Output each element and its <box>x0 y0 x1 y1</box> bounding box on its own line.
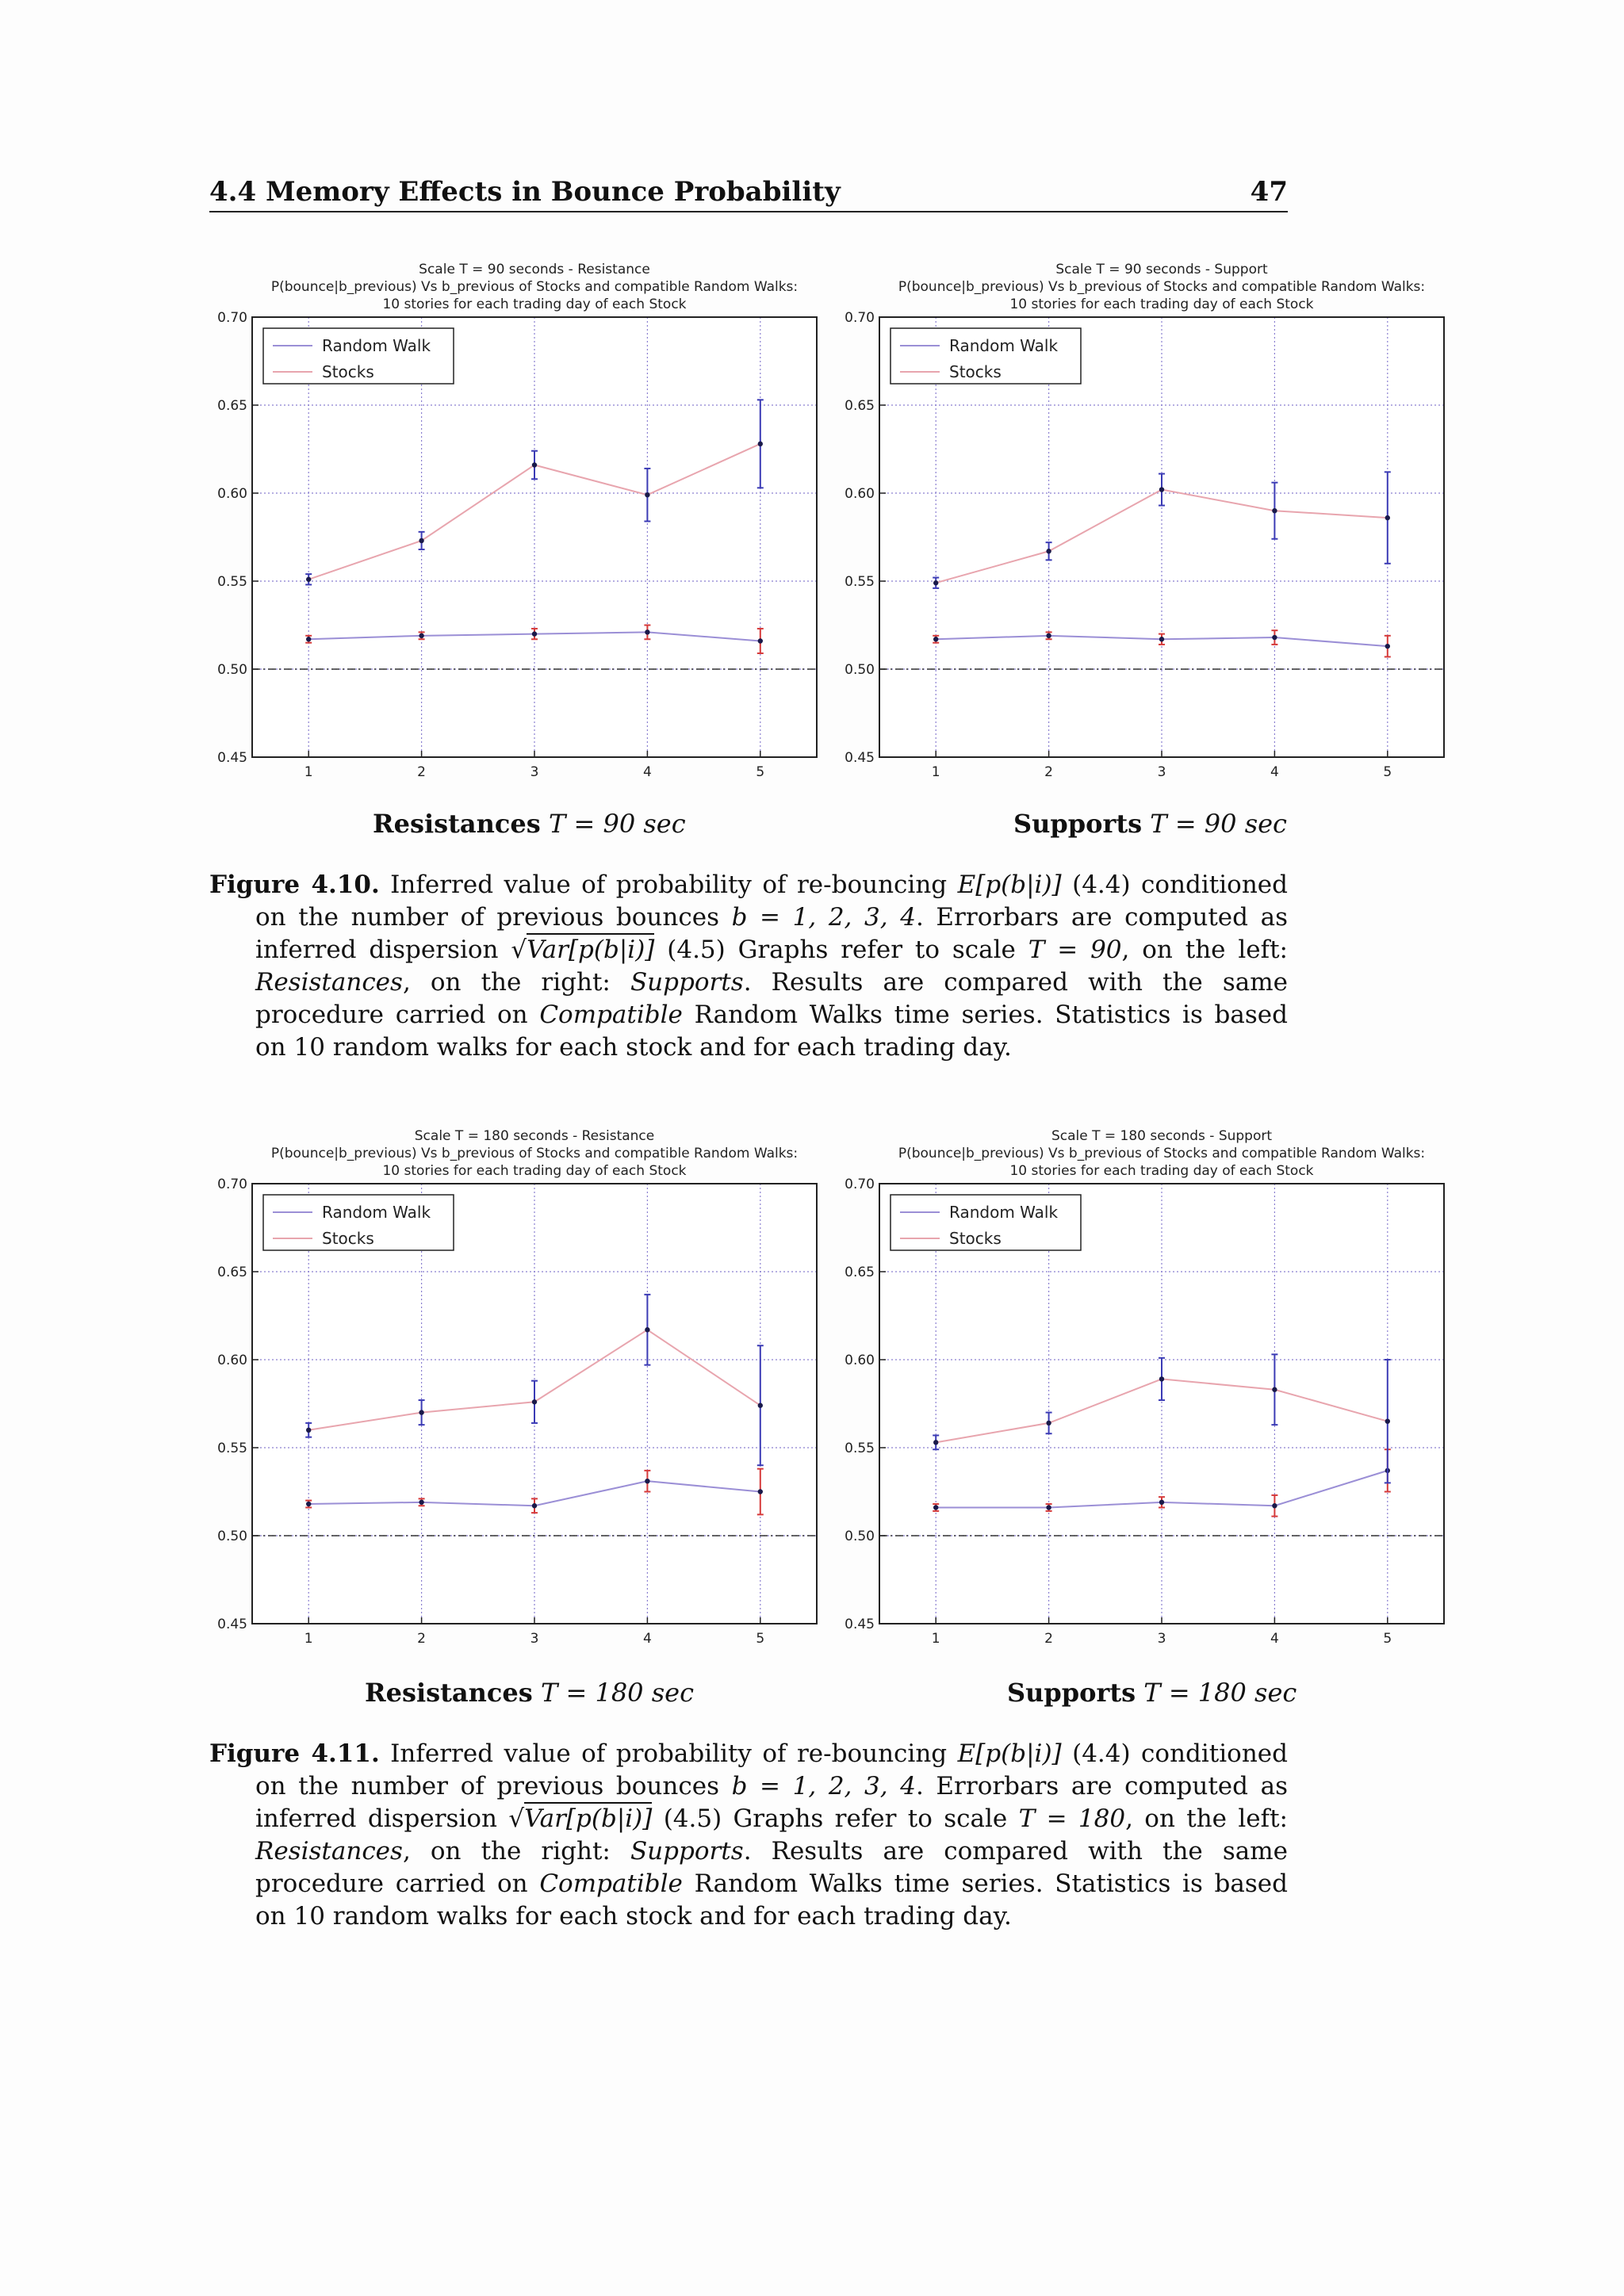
y-tick-label: 0.45 <box>217 750 247 766</box>
chart-title-line: Scale T = 90 seconds - Support <box>1055 262 1268 277</box>
legend-label: Stocks <box>949 362 1002 381</box>
figure-label: Figure 4.10. <box>209 871 380 899</box>
data-point <box>645 492 649 497</box>
figure-label: Figure 4.11. <box>209 1739 380 1768</box>
data-point <box>933 1440 938 1445</box>
y-tick-label: 0.70 <box>845 1177 875 1192</box>
y-tick-label: 0.60 <box>217 1353 247 1368</box>
x-tick-label: 3 <box>530 1631 539 1647</box>
data-point <box>306 1428 311 1433</box>
running-header <box>209 173 1288 212</box>
chart-title-line: 10 stories for each trading day of each Stock <box>1009 1163 1314 1179</box>
legend-label: Random Walk <box>949 1203 1059 1222</box>
chart-title-line: 10 stories for each trading day of each Stock <box>1009 297 1314 312</box>
chart-resistance-90 <box>190 258 833 789</box>
subcaption-resistances-180: Resistances T = 180 sec <box>365 1678 694 1708</box>
data-point <box>419 1410 423 1414</box>
x-tick-label: 1 <box>304 764 313 780</box>
data-point <box>933 580 938 585</box>
legend-label: Random Walk <box>949 336 1059 355</box>
subcaption-supports-90: Supports T = 90 sec <box>1013 809 1287 839</box>
data-point <box>758 442 763 446</box>
data-point <box>758 1489 763 1494</box>
data-point <box>1046 633 1051 638</box>
page-number: 47 <box>1250 176 1288 208</box>
chart-support-90 <box>818 258 1460 789</box>
y-tick-label: 0.55 <box>217 574 247 590</box>
data-point <box>532 462 537 467</box>
data-point <box>419 538 423 543</box>
chart-title-line: P(bounce|b_previous) Vs b_previous of Stocks and compatible Random Walks: <box>270 279 799 295</box>
figure-caption-4-10: Figure 4.10. Inferred value of probability of re-bouncing E[p(b|i)] (4.4) conditioned on the number of previous bounces b = 1, 2, 3, 4. Errorbars are computed as inferred dispersion √Var[p(b|i)] (4.5) Graphs refer to scale T = 90, on the left: Resistances, on the right: Supports. Results are compared with the same procedure carried on Compatible Random Walks time series. Statistics is based on 10 random walks for each stock and for each trading day. <box>209 871 1288 1062</box>
data-point <box>419 633 423 638</box>
x-tick-label: 5 <box>756 764 765 780</box>
chart-title-line: P(bounce|b_previous) Vs b_previous of Stocks and compatible Random Walks: <box>898 1146 1426 1161</box>
chart-title-line: P(bounce|b_previous) Vs b_previous of Stocks and compatible Random Walks: <box>898 279 1426 295</box>
data-point <box>1272 1503 1277 1508</box>
figure-caption-4-11: Figure 4.11. Inferred value of probability of re-bouncing E[p(b|i)] (4.4) conditioned on the number of previous bounces b = 1, 2, 3, 4. Errorbars are computed as inferred dispersion √Var[p(b|i)] (4.5) Graphs refer to scale T = 180, on the left: Resistances, on the right: Supports. Results are compared with the same procedure carried on Compatible Random Walks time series. Statistics is based on 10 random walks for each stock and for each trading day. <box>209 1739 1288 1931</box>
x-tick-label: 2 <box>417 764 427 780</box>
data-point <box>306 577 311 582</box>
y-tick-label: 0.60 <box>845 1353 875 1368</box>
data-point <box>645 1479 649 1483</box>
x-tick-label: 5 <box>1383 1631 1392 1647</box>
data-point <box>532 1399 537 1404</box>
x-tick-label: 3 <box>1157 764 1166 780</box>
chart-title-line: Scale T = 180 seconds - Resistance <box>414 1128 655 1144</box>
data-point <box>306 637 311 641</box>
y-tick-label: 0.55 <box>845 1441 875 1456</box>
y-tick-label: 0.60 <box>845 486 875 502</box>
x-tick-label: 4 <box>1270 1631 1279 1647</box>
data-point <box>532 1503 537 1508</box>
y-tick-label: 0.60 <box>217 486 247 502</box>
data-point <box>1159 487 1164 492</box>
data-point <box>933 1505 938 1510</box>
data-point <box>1046 1421 1051 1425</box>
y-tick-label: 0.50 <box>217 662 247 678</box>
data-point <box>1385 644 1390 649</box>
data-point <box>306 1502 311 1506</box>
data-point <box>1046 549 1051 553</box>
data-point <box>1046 1505 1051 1510</box>
y-tick-label: 0.65 <box>845 398 875 414</box>
chart-title-line: 10 stories for each trading day of each Stock <box>382 1163 687 1179</box>
data-point <box>933 637 938 641</box>
data-point <box>758 1403 763 1408</box>
data-point <box>1272 635 1277 640</box>
header-rule <box>209 211 1288 212</box>
data-point <box>1385 1419 1390 1424</box>
y-tick-label: 0.65 <box>217 398 247 414</box>
data-point <box>532 631 537 636</box>
y-tick-label: 0.50 <box>217 1529 247 1544</box>
data-point <box>1159 1500 1164 1505</box>
chart-title-line: Scale T = 90 seconds - Resistance <box>419 262 650 277</box>
chart-title-line: 10 stories for each trading day of each Stock <box>382 297 687 312</box>
y-tick-label: 0.55 <box>217 1441 247 1456</box>
data-point <box>645 1327 649 1332</box>
y-tick-label: 0.70 <box>217 310 247 326</box>
x-tick-label: 5 <box>1383 764 1392 780</box>
chart-title-line: Scale T = 180 seconds - Support <box>1051 1128 1273 1144</box>
x-tick-label: 5 <box>756 1631 765 1647</box>
chart-resistance-180 <box>190 1124 833 1655</box>
x-tick-label: 4 <box>1270 764 1279 780</box>
y-tick-label: 0.65 <box>217 1265 247 1280</box>
x-tick-label: 2 <box>417 1631 427 1647</box>
data-point <box>758 638 763 643</box>
x-tick-label: 1 <box>931 764 940 780</box>
legend-label: Random Walk <box>322 1203 431 1222</box>
x-tick-label: 4 <box>642 764 652 780</box>
x-tick-label: 3 <box>530 764 539 780</box>
subcaption-resistances-90: Resistances T = 90 sec <box>373 809 686 839</box>
section-title: 4.4 Memory Effects in Bounce Probability <box>209 176 841 208</box>
x-tick-label: 1 <box>931 1631 940 1647</box>
x-tick-label: 4 <box>642 1631 652 1647</box>
y-tick-label: 0.45 <box>845 1617 875 1632</box>
x-tick-label: 2 <box>1044 1631 1054 1647</box>
legend-label: Stocks <box>949 1229 1002 1248</box>
legend-label: Stocks <box>322 362 374 381</box>
y-tick-label: 0.70 <box>217 1177 247 1192</box>
legend-label: Stocks <box>322 1229 374 1248</box>
chart-support-180 <box>818 1124 1460 1655</box>
data-point <box>1272 1387 1277 1392</box>
chart-title-line: P(bounce|b_previous) Vs b_previous of Stocks and compatible Random Walks: <box>270 1146 799 1161</box>
y-tick-label: 0.70 <box>845 310 875 326</box>
x-tick-label: 2 <box>1044 764 1054 780</box>
y-tick-label: 0.45 <box>845 750 875 766</box>
legend-label: Random Walk <box>322 336 431 355</box>
y-tick-label: 0.65 <box>845 1265 875 1280</box>
data-point <box>1159 1376 1164 1381</box>
y-tick-label: 0.50 <box>845 662 875 678</box>
y-tick-label: 0.45 <box>217 1617 247 1632</box>
x-tick-label: 1 <box>304 1631 313 1647</box>
data-point <box>419 1500 423 1505</box>
subcaption-supports-180: Supports T = 180 sec <box>1007 1678 1297 1708</box>
data-point <box>645 629 649 634</box>
y-tick-label: 0.55 <box>845 574 875 590</box>
data-point <box>1159 637 1164 641</box>
data-point <box>1272 508 1277 513</box>
data-point <box>1385 515 1390 520</box>
y-tick-label: 0.50 <box>845 1529 875 1544</box>
x-tick-label: 3 <box>1157 1631 1166 1647</box>
